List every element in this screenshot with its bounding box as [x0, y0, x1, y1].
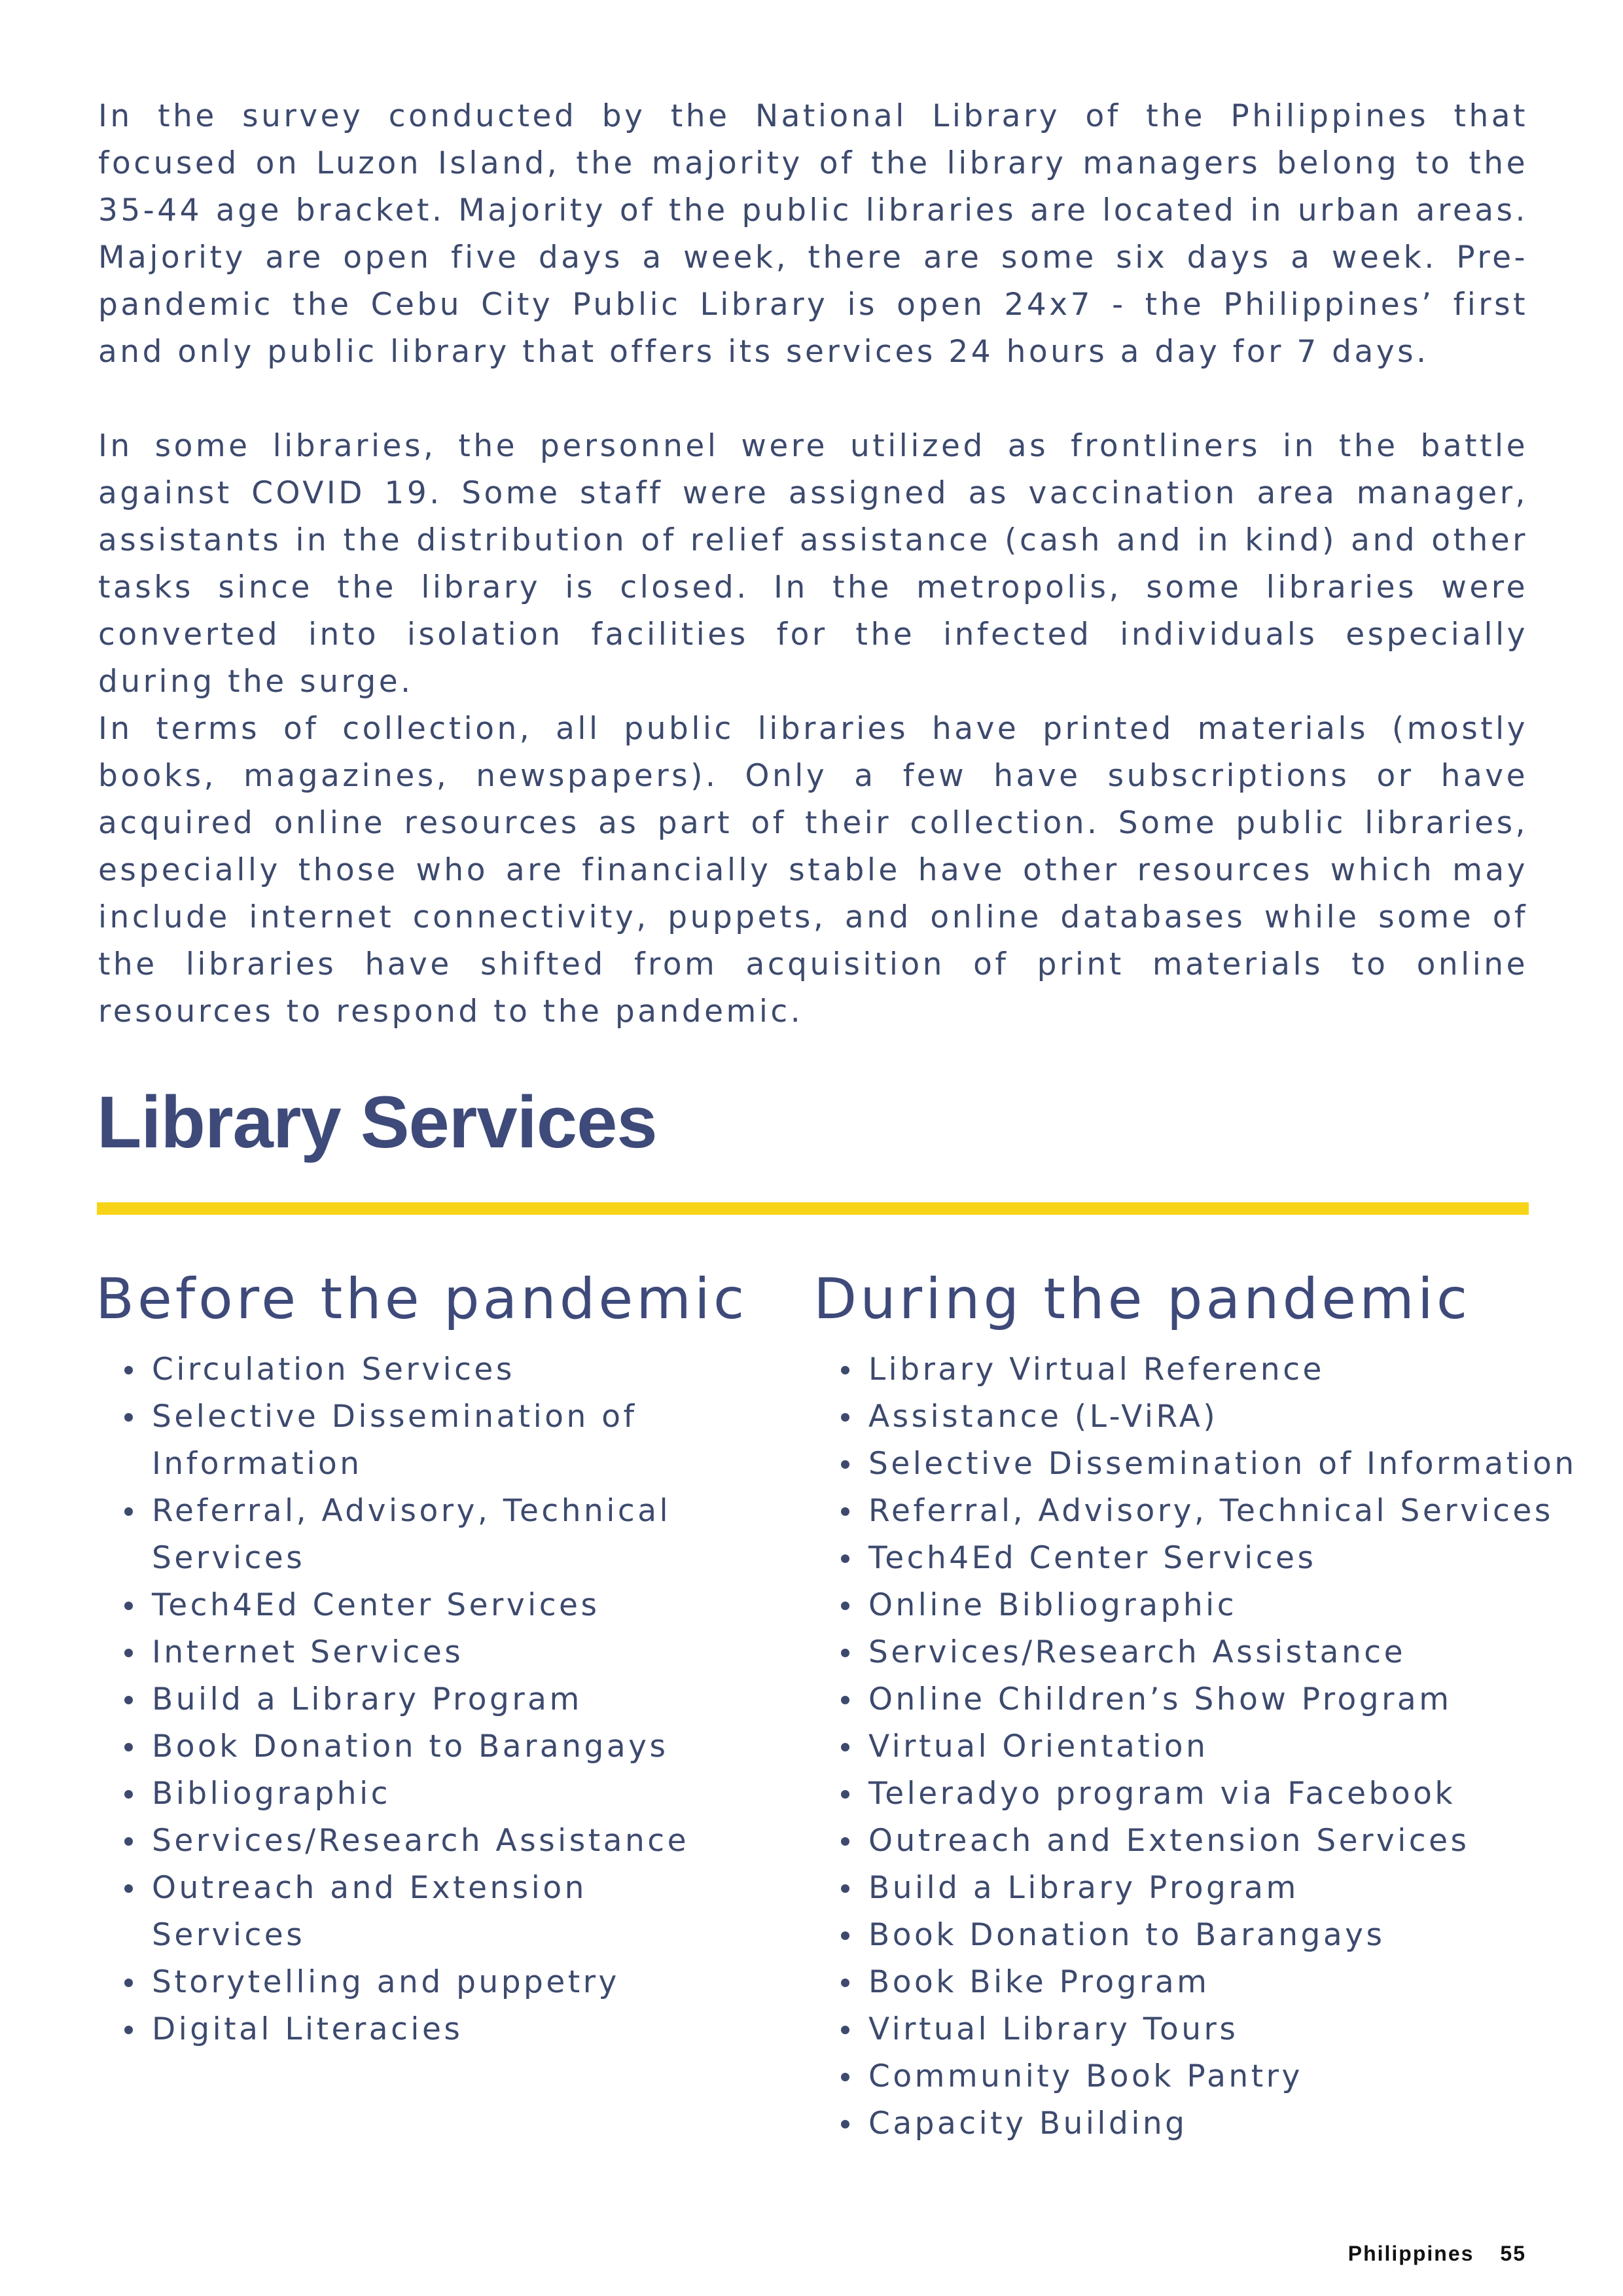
list-item: Outreach and Extension Services [124, 1865, 753, 1959]
list-item: Referral, Advisory, Technical Services [124, 1488, 753, 1582]
list-item: Virtual Orientation [841, 1723, 1613, 1770]
before-pandemic-list [124, 1346, 753, 2053]
list-item: Outreach and Extension Services [841, 1818, 1613, 1865]
intro-paragraph-survey: In the survey conducted by the National Library of the Philippines that focused on Luzon Island, the majority of the library managers belong to the 35-44 age bracket. Majority of the public libraries are located in urban areas. Majority are open five days a week, there are some six days a week. Pre-pandemic the Cebu City Public Library is open 24x7 - the Philippines’ first and only public library that offers its services 24 hours a day for 7 days. [98, 98, 1528, 370]
page-number: 55 [1500, 2242, 1526, 2265]
list-item: Tech4Ed Center Services [841, 1535, 1613, 1582]
list-item: Library Virtual Reference [841, 1346, 1613, 1393]
list-item: Bibliographic [124, 1770, 753, 1818]
list-item: Book Bike Program [841, 1959, 1613, 2006]
list-item: Build a Library Program [124, 1676, 753, 1723]
footer-country: Philippines [1347, 2242, 1474, 2265]
list-item: Storytelling and puppetry [124, 1959, 753, 2006]
list-item: Community Book Pantry [841, 2053, 1613, 2100]
section-divider [97, 1202, 1529, 1215]
list-item: Services/Research Assistance [841, 1629, 1613, 1676]
list-item: Book Donation to Barangays [124, 1723, 753, 1770]
list-item: Assistance (L-ViRA) [841, 1393, 1613, 1441]
list-item: Selective Dissemination of Information [124, 1393, 753, 1488]
intro-paragraph-personnel: In some libraries, the personnel were utilized as frontliners in the battle against COVID 19. Some staff were assigned as vaccination area manager, assistants in the distribution of relief assistance (cash and in kind) and other tasks since the library is closed. In the metropolis, some libraries were converted into isolation facilities for the infected individuals especially during the surge. [98, 428, 1528, 700]
list-item: Digital Literacies [124, 2006, 753, 2053]
list-item: Circulation Services [124, 1346, 753, 1393]
intro-paragraph-collection: In terms of collection, all public libraries have printed materials (mostly books, magazines, newspapers). Only a few have subscriptions or have acquired online resources as part of their collection. Some public libraries, especially those who are financially stable have other resources which may include internet connectivity, puppets, and online databases while some of the libraries have shifted from acquisition of print materials to online resources to respond to the pandemic. [98, 711, 1528, 1030]
before-pandemic-heading: Before the pandemic [96, 1266, 748, 1332]
list-item: Capacity Building [841, 2100, 1613, 2147]
list-item: Online Children’s Show Program [841, 1676, 1613, 1723]
list-item: Selective Dissemination of Information [841, 1441, 1613, 1488]
list-item: Book Donation to Barangays [841, 1912, 1613, 1959]
during-pandemic-heading: During the pandemic [813, 1266, 1471, 1332]
list-item: Teleradyo program via Facebook [841, 1770, 1613, 1818]
list-item: Online Bibliographic [841, 1582, 1613, 1629]
list-item: Virtual Library Tours [841, 2006, 1613, 2053]
list-item: Internet Services [124, 1629, 753, 1676]
list-item: Services/Research Assistance [124, 1818, 753, 1865]
list-item: Referral, Advisory, Technical Services [841, 1488, 1613, 1535]
section-title: Library Services [97, 1081, 657, 1163]
list-item: Tech4Ed Center Services [124, 1582, 753, 1629]
page-footer [1348, 2242, 1526, 2266]
during-pandemic-list [841, 1346, 1613, 2147]
list-item: Build a Library Program [841, 1865, 1613, 1912]
